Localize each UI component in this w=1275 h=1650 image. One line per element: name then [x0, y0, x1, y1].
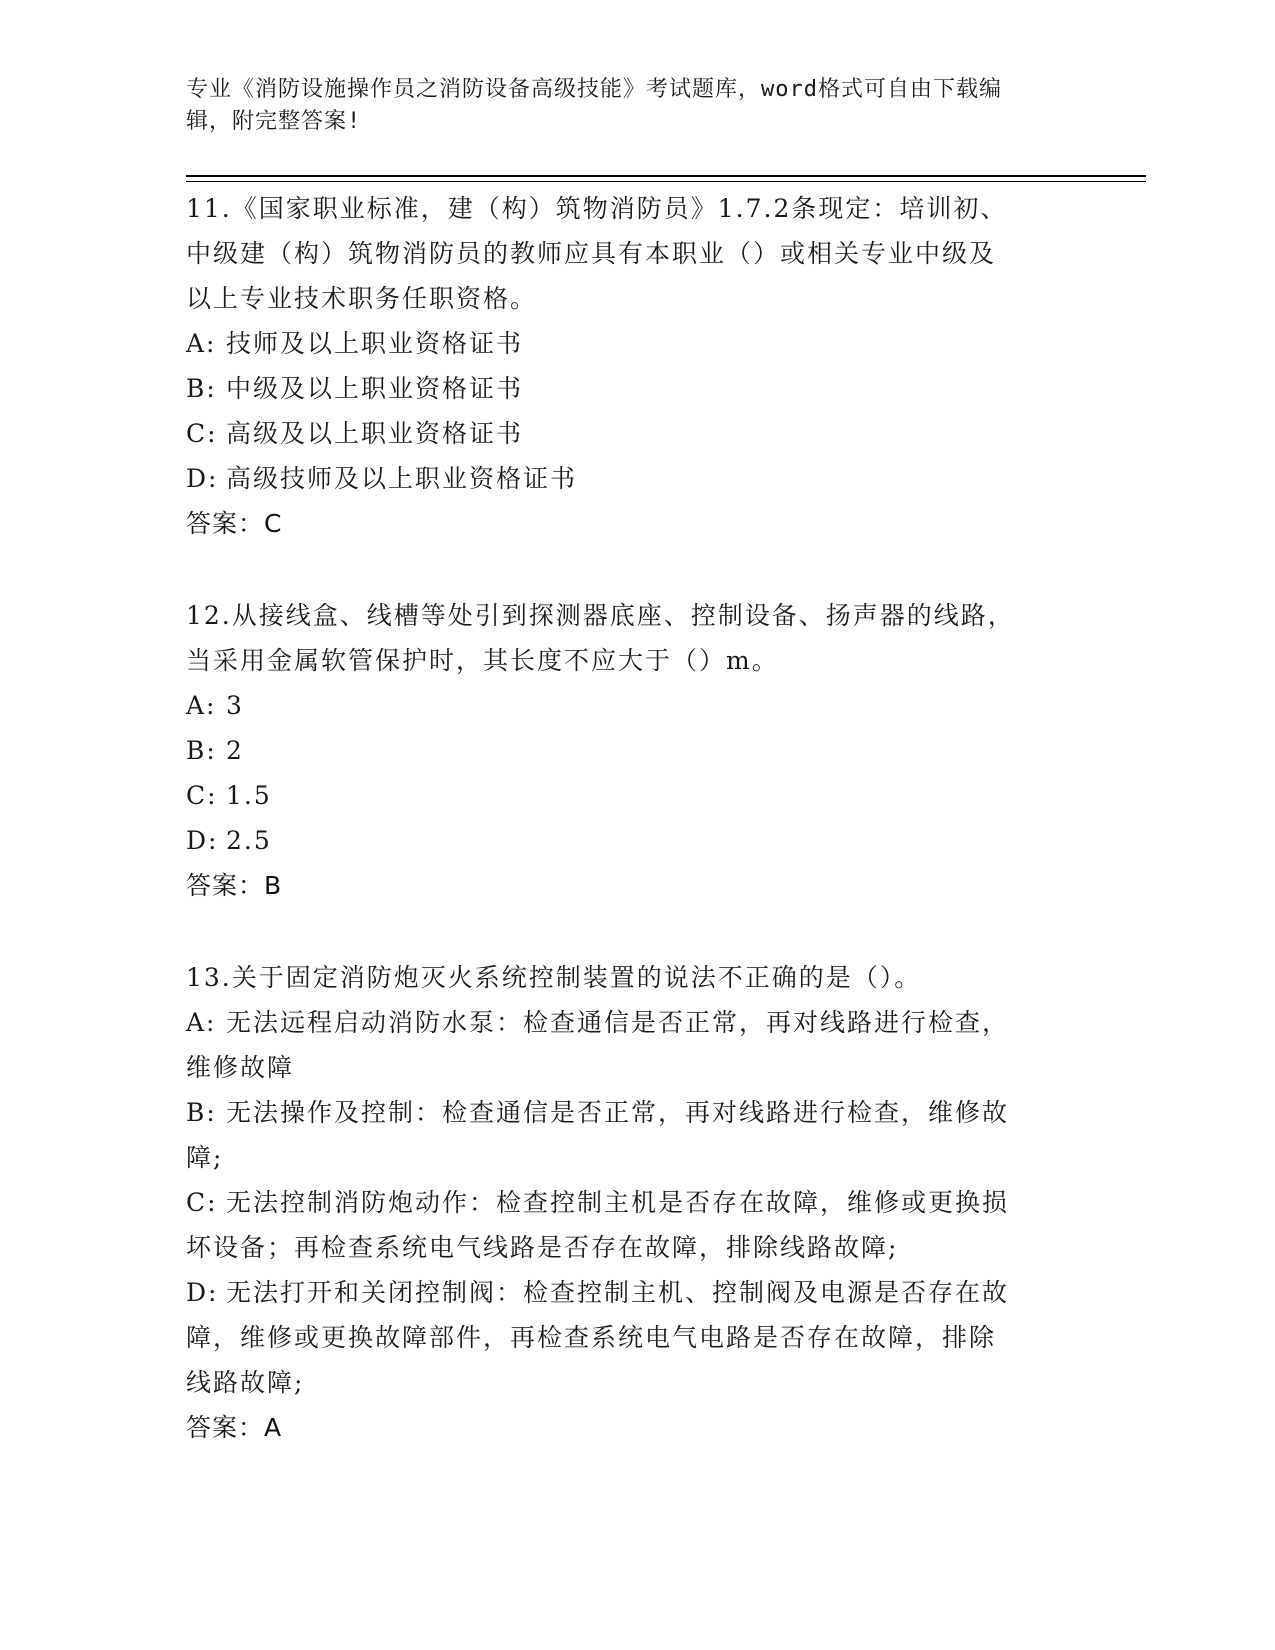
question-11: [186, 186, 1076, 546]
option-d: [186, 456, 1076, 501]
option-text: 高级及以上职业资格证书: [226, 419, 524, 448]
option-key: D:: [186, 464, 219, 493]
question-text-line: 12.从接线盒、线槽等处引到探测器底座、控制设备、扬声器的线路，: [186, 601, 1015, 630]
option-b: [186, 728, 1076, 773]
question-text-line: 当采用金属软管保护时，其长度不应大于（）m。: [186, 646, 779, 675]
option-key: C:: [186, 419, 218, 448]
question-text-line: 13.关于固定消防炮灭火系统控制装置的说法不正确的是（）。: [186, 963, 922, 992]
question-text-line: 中级建（构）筑物消防员的教师应具有本职业（）或相关专业中级及: [186, 239, 997, 268]
header-divider-thin: [186, 181, 1146, 182]
option-key: C:: [186, 781, 218, 810]
option-a: [186, 1000, 1076, 1045]
option-c-continued: 坏设备；再检查系统电气线路是否存在故障，排除线路故障;: [186, 1233, 899, 1262]
option-text: 无法远程启动消防水泵：检查通信是否正常，再对线路进行检查，: [226, 1008, 1010, 1037]
option-text: 2.5: [226, 826, 272, 855]
question-text-line: 11.《国家职业标准，建（构）筑物消防员》1.7.2条现定：培训初、: [186, 194, 1008, 223]
option-b: [186, 1090, 1076, 1135]
option-text: 2: [226, 736, 244, 765]
option-key: B:: [186, 374, 217, 403]
option-b: [186, 366, 1076, 411]
option-d: [186, 818, 1076, 863]
option-b-continued: 障;: [186, 1143, 224, 1172]
answer: 答案：A: [186, 1413, 283, 1442]
option-text: 无法打开和关闭控制阀：检查控制主机、控制阀及电源是否存在故: [226, 1278, 1010, 1307]
option-text: 3: [226, 691, 244, 720]
option-key: D:: [186, 826, 219, 855]
option-key: A:: [186, 691, 217, 720]
option-c: [186, 773, 1076, 818]
option-key: C:: [186, 1188, 218, 1217]
document-header: [186, 74, 1066, 138]
option-a: [186, 683, 1076, 728]
option-text: 中级及以上职业资格证书: [226, 374, 524, 403]
question-spacer: [186, 908, 1076, 955]
header-line-1: 专业《消防设施操作员之消防设备高级技能》考试题库，word格式可自由下载编: [186, 77, 1002, 102]
option-d-continued: 线路故障;: [186, 1368, 305, 1397]
option-text: 1.5: [226, 781, 272, 810]
option-text: 无法控制消防炮动作：检查控制主机是否存在故障，维修或更换损: [226, 1188, 1010, 1217]
option-text: 无法操作及控制：检查通信是否正常，再对线路进行检查，维修故: [226, 1098, 1010, 1127]
question-spacer: [186, 546, 1076, 593]
header-line-2: 辑，附完整答案!: [186, 109, 362, 134]
option-c: [186, 411, 1076, 456]
question-13: [186, 955, 1076, 1450]
option-key: A:: [186, 329, 217, 358]
question-text-line: 以上专业技术职务任职资格。: [186, 284, 538, 313]
answer: 答案：C: [186, 509, 283, 538]
option-key: B:: [186, 1098, 217, 1127]
option-key: B:: [186, 736, 217, 765]
option-a: [186, 321, 1076, 366]
option-d-continued: 障，维修或更换故障部件，再检查系统电气电路是否存在故障，排除: [186, 1323, 997, 1352]
option-text: 高级技师及以上职业资格证书: [226, 464, 578, 493]
question-12: [186, 593, 1076, 908]
question-list: [186, 186, 1076, 1450]
option-key: D:: [186, 1278, 219, 1307]
option-d: [186, 1270, 1076, 1315]
header-divider-thick: [186, 175, 1146, 177]
answer: 答案：B: [186, 871, 283, 900]
option-key: A:: [186, 1008, 217, 1037]
option-a-continued: 维修故障: [186, 1053, 295, 1082]
option-text: 技师及以上职业资格证书: [226, 329, 524, 358]
option-c: [186, 1180, 1076, 1225]
